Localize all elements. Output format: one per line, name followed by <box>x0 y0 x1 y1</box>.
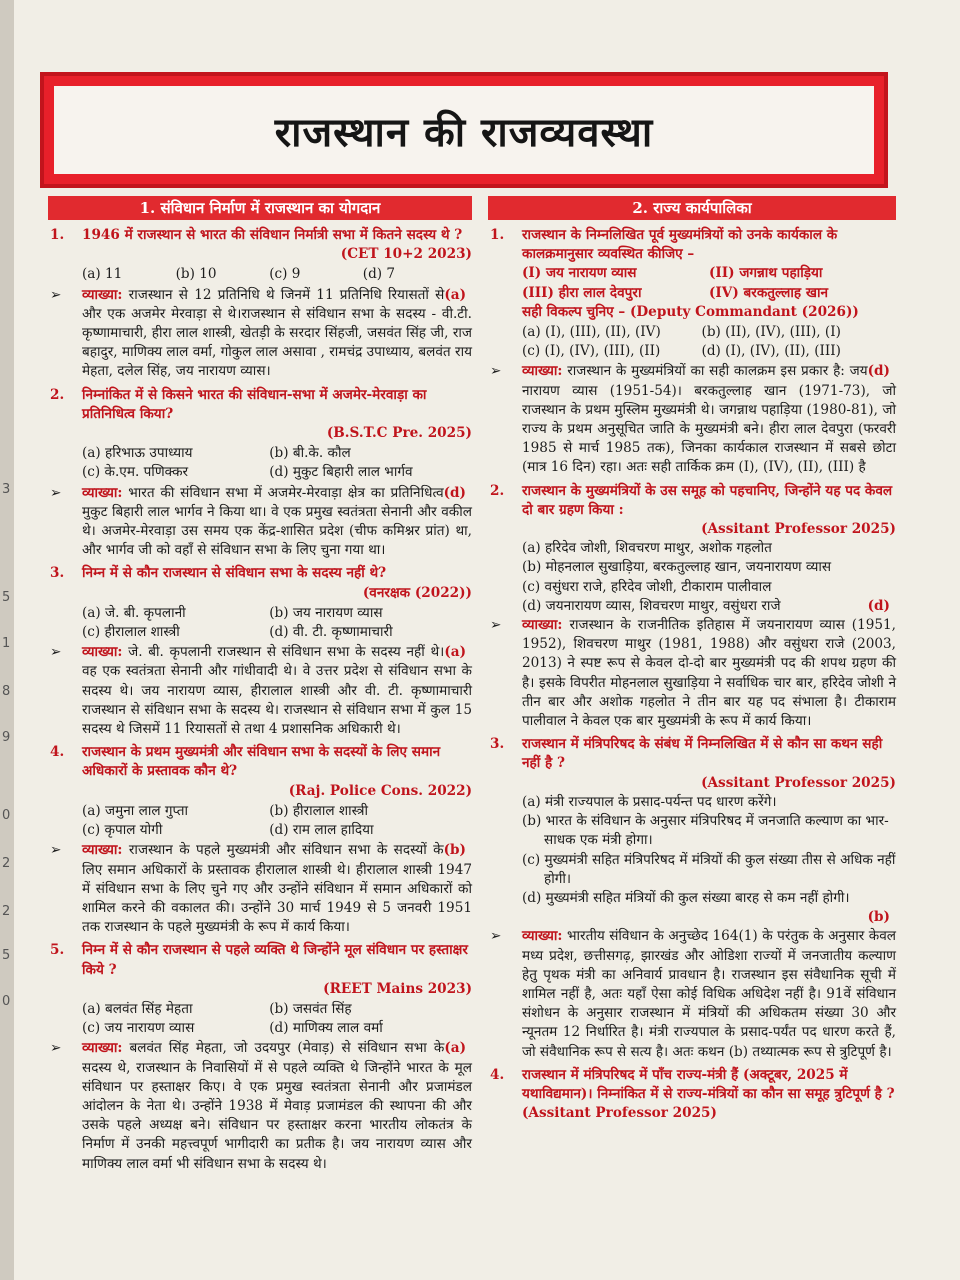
question-prompt <box>488 303 896 322</box>
option: (d) राम लाल हादिया <box>269 822 374 839</box>
option: (b) भारत के संविधान के अनुसार मंत्रिपरिषद में जनजाति कल्याण का भार-साधक एक मंत्री होगा। <box>522 813 889 849</box>
option: (d) 7 <box>362 266 396 283</box>
answer-key: (b) <box>443 842 466 859</box>
arrow-icon: ➢ <box>50 1040 62 1057</box>
option: (d) माणिक्य लाल वर्मा <box>269 1020 383 1037</box>
right-column <box>488 196 896 1123</box>
option: (a) मंत्री राज्यपाल के प्रसाद-पर्यन्त पद धारण करेंगे। <box>522 793 777 810</box>
question-body: राजस्थान के प्रथम मुख्यमंत्री और संविधान सभा के सदस्यों के लिए समान अधिकारों के प्रस्तावक कौन थे? <box>82 744 441 780</box>
answer-key: (a) <box>444 1040 466 1057</box>
question-text <box>48 226 472 264</box>
section-heading: 1. संविधान निर्माण में राजस्थान का योगदान <box>48 196 472 220</box>
explanation-text: जे. बी. कृपलानी राजस्थान से संविधान सभा के सदस्य नहीं थे। वह एक स्वतंत्रता सेनानी और गांधीवादी थे। वे उत्तर प्रदेश से संविधान सभा के सदस्य थे। जय नारायण व्यास, हीरालाल शास्त्री और वी. टी. कृष्णामाचारी राजस्थान से संविधान सभा के सदस्य थे। राजस्थान से संविधान सभा में कुल 15 सदस्य थे जिसमें 11 रियासतों से तथा 4 प्रशासनिक अधिकारी थे। <box>82 644 472 738</box>
option: (d) मुख्यमंत्री सहित मंत्रियों की कुल संख्या बारह से कम नहीं होगी। <box>522 889 850 906</box>
explanation <box>488 616 896 731</box>
question-number: 4. <box>50 744 65 761</box>
question-number: 5. <box>50 942 65 959</box>
answer-key: (a) <box>444 286 466 303</box>
question-body: राजस्थान के निम्नलिखित पूर्व मुख्यमंत्रियों को उनके कार्यकाल के कालक्रमानुसार व्यवस्थित कीजिए – <box>522 227 838 263</box>
margin-number: 0 <box>2 994 11 1009</box>
question-block <box>488 482 896 732</box>
margin-number: 2 <box>2 904 11 919</box>
match-items <box>488 264 896 302</box>
arrow-icon: ➢ <box>490 928 502 945</box>
question-text <box>48 743 472 801</box>
margin-number: 0 <box>2 808 11 823</box>
explanation-label: व्याख्या: <box>82 1040 123 1057</box>
options <box>48 604 472 642</box>
question-text <box>48 564 472 602</box>
question-block <box>48 564 472 739</box>
question-body: निम्नांकित में से किसने भारत की संविधान-सभा में अजमेर-मेरवाड़ा का प्रतिनिधित्व किया? <box>82 386 427 422</box>
answer-key: (b) <box>867 909 890 926</box>
question-body: राजस्थान में मंत्रिपरिषद के संबंध में निम्नलिखित में से कौन सा कथन सही नहीं है ? <box>522 736 883 772</box>
exam-source: (Assitant Professor 2025) <box>522 1105 717 1122</box>
question-number: 3. <box>490 736 505 753</box>
exam-source: (वनरक्षक (2022)) <box>362 584 472 601</box>
list-item: (I) जय नारायण व्यास <box>522 265 637 282</box>
explanation-label: व्याख्या: <box>82 842 123 859</box>
margin-number: 9 <box>2 730 11 745</box>
question-body: निम्न में से कौन राजस्थान से पहले व्यक्ति थे जिन्होंने मूल संविधान पर हस्ताक्षर किये ? <box>82 942 468 978</box>
left-column <box>48 196 472 1178</box>
exam-source: (Deputy Commandant (2026)) <box>629 303 859 320</box>
explanation-text: भारतीय संविधान के अनुच्छेद 164(1) के परंतुक के अनुसार केवल मध्य प्रदेश, छत्तीसगढ़, झारखंड और ओडिशा राज्यों में जनजातीय कल्याण हेतु पृथक मंत्री का अनिवार्य प्रावधान है। राजस्थान इस संवैधानिक सूची में शामिल नहीं है, अतः यहाँ ऐसा कोई विधिक अधिदेश नहीं है। 91वें संविधान संशोधन के अनुसार राजस्थान में मंत्रियों की अधिकतम संख्या 30 और न्यूनतम 12 निर्धारित है। मंत्री राज्यपाल के प्रसाद-पर्यंत पद धारण करते हैं, जो संवैधानिक रूप से सत्य है। अतः कथन (b) तथ्यात्मक रूप से त्रुटिपूर्ण है। <box>522 928 896 1060</box>
option: (b) बी.के. कौल <box>269 445 351 462</box>
option: (c) कृपाल योगी <box>82 822 163 839</box>
answer-key: (d) <box>867 363 890 380</box>
question-body: निम्न में से कौन राजस्थान से संविधान सभा के सदस्य नहीं थे? <box>82 565 387 582</box>
margin-number: 5 <box>2 948 11 963</box>
margin-number: 3 <box>2 482 11 497</box>
answer-row <box>522 908 896 927</box>
option: (a) (I), (III), (II), (IV) <box>522 324 661 341</box>
option: (b) (II), (IV), (III), (I) <box>701 324 841 341</box>
options <box>488 323 896 361</box>
explanation-text: भारत की संविधान सभा में अजमेर-मेरवाड़ा क्षेत्र का प्रतिनिधित्व मुकुट बिहारी लाल भार्गव ने किया था। वे एक प्रमुख स्वतंत्रता सेनानी और वकील थे। अजमेर-मेरवाड़ा उस समय एक केंद्र-शासित प्रदेश (चीफ कमिश्नर प्रांत) था, और भार्गव जी को वहाँ से संविधान सभा के लिए चुना गया था। <box>82 484 472 559</box>
option: (c) हीरालाल शास्त्री <box>82 624 180 641</box>
explanation <box>48 484 472 561</box>
option: (b) हीरालाल शास्त्री <box>269 802 368 819</box>
question-body: राजस्थान के मुख्यमंत्रियों के उस समूह को पहचानिए, जिन्होंने यह पद केवल दो बार ग्रहण किया : <box>522 482 893 518</box>
options <box>488 539 896 616</box>
question-block <box>48 226 472 382</box>
question-text <box>488 1066 896 1124</box>
explanation <box>48 841 472 937</box>
explanation-text: राजस्थान के पहले मुख्यमंत्री और संविधान सभा के सदस्यों के लिए समान अधिकारों के प्रस्तावक हीरालाल शास्त्री थे। हीरालाल शास्त्री 1947 में संविधान सभा के लिए चुने गए और उन्होंने संविधान में समान अधिकारों को शामिल करने की वकालत की। उन्होंने 30 मार्च 1949 से 5 जनवरी 1951 तक राजस्थान के पहले मुख्यमंत्री के रूप में कार्य किया। <box>82 842 472 936</box>
question-text <box>488 735 896 793</box>
explanation-label: व्याख्या: <box>522 928 563 945</box>
option: (c) वसुंधरा राजे, हरिदेव जोशी, टीकाराम पालीवाल <box>522 578 772 595</box>
options <box>48 265 472 284</box>
explanation-text: राजस्थान से 12 प्रतिनिधि थे जिनमें 11 प्रतिनिधि रियासतों से और एक अजमेर मेरवाड़ा से थे।राजस्थान से संविधान सभा के सदस्य - वी.टी. कृष्णामाचारी, हीरा लाल शास्त्री, खेतड़ी के सरदार सिंहजी, जसवंत सिंह जी, राज बहादुर, माणिक्य लाल वर्मा, गोकुल लाल असावा , रामचंद्र उपाध्याय, बलवंत राय मेहता, दलेल सिंह, जय नारायण व्यास। <box>82 286 472 380</box>
question-block <box>48 941 472 1173</box>
margin-number: 2 <box>2 856 11 871</box>
answer-key: (d) <box>443 484 466 501</box>
explanation-label: व्याख्या: <box>82 484 123 501</box>
margin-number: 5 <box>2 590 11 605</box>
option-last <box>522 597 896 616</box>
arrow-icon: ➢ <box>50 484 62 501</box>
chapter-title-banner <box>40 72 888 188</box>
section-heading: 2. राज्य कार्यपालिका <box>488 196 896 220</box>
options <box>48 444 472 482</box>
question-number: 2. <box>50 386 65 403</box>
explanation-text: राजस्थान के मुख्यमंत्रियों का सही कालक्रम इस प्रकार है: जय नारायण व्यास (1951-54)। बरकतुल्लाह खान (1971-73), जो राजस्थान के प्रथम मुस्लिम मुख्यमंत्री थे। जगन्नाथ पहाड़िया (1980-81), जो राज्य के प्रथम अनुसूचित जाति के मुख्यमंत्री बने। हीरा लाल देवपुरा (फरवरी 1985 से मार्च 1985 तक), जिनका कार्यकाल राजस्थान में सबसे छोटा (मात्र 16 दिन) रहा। अतः सही तार्किक क्रम (I), (IV), (II), (III) है <box>522 363 896 476</box>
question-text <box>488 482 896 540</box>
question-block <box>488 226 896 478</box>
explanation-label: व्याख्या: <box>82 644 123 661</box>
option: (d) जयनारायण व्यास, शिवचरण माथुर, वसुंधरा राजे <box>522 597 781 614</box>
option: (a) हरिभाऊ उपाध्याय <box>82 445 193 462</box>
chapter-title-inner <box>54 86 874 174</box>
explanation-label: व्याख्या: <box>522 617 563 634</box>
option: (d) मुकुट बिहारी लाल भार्गव <box>269 464 413 481</box>
option: (b) 10 <box>175 266 217 283</box>
option: (c) 9 <box>269 266 301 283</box>
margin-number: 1 <box>2 636 11 651</box>
question-block <box>48 386 472 561</box>
question-number: 4. <box>490 1066 505 1083</box>
exam-source: (Raj. Police Cons. 2022) <box>288 782 472 799</box>
explanation-label: व्याख्या: <box>82 286 123 303</box>
question-number: 2. <box>490 482 505 499</box>
arrow-icon: ➢ <box>50 644 62 661</box>
arrow-icon: ➢ <box>50 842 62 859</box>
chapter-title: राजस्थान की राजव्यवस्था <box>274 108 654 156</box>
option: (d) वी. टी. कृष्णामाचारी <box>269 624 393 641</box>
options <box>48 802 472 840</box>
arrow-icon: ➢ <box>490 617 502 634</box>
question-block <box>48 743 472 937</box>
prompt-text: सही विकल्प चुनिए – <box>522 303 626 320</box>
exam-source: (B.S.T.C Pre. 2025) <box>326 425 472 442</box>
exam-source: (CET 10+2 2023) <box>340 246 472 263</box>
option: (c) (I), (IV), (III), (II) <box>522 343 661 360</box>
explanation <box>488 362 896 477</box>
option: (d) (I), (IV), (II), (III) <box>701 343 841 360</box>
list-item: (II) जगन्नाथ पहाड़िया <box>709 265 823 282</box>
option: (c) मुख्यमंत्री सहित मंत्रिपरिषद में मंत्रियों की कुल संख्या तीस से अधिक नहीं होगी। <box>522 851 896 887</box>
option: (c) जय नारायण व्यास <box>82 1020 195 1037</box>
arrow-icon: ➢ <box>50 286 62 303</box>
explanation <box>48 1039 472 1173</box>
question-text <box>488 226 896 264</box>
option: (c) के.एम. पणिक्कर <box>82 464 189 481</box>
option: (a) हरिदेव जोशी, शिवचरण माथुर, अशोक गहलोत <box>522 540 772 557</box>
question-body: 1946 में राजस्थान से भारत की संविधान निर्मात्री सभा में कितने सदस्य थे ? <box>82 227 463 243</box>
explanation <box>488 927 896 1061</box>
option: (a) जमुना लाल गुप्ता <box>82 802 189 819</box>
list-item: (III) हीरा लाल देवपुरा <box>522 284 642 301</box>
option: (a) बलवंत सिंह मेहता <box>82 1000 193 1017</box>
explanation-label: व्याख्या: <box>522 363 563 380</box>
explanation-text: राजस्थान के राजनीतिक इतिहास में जयनारायण व्यास (1951, 1952), शिवचरण माथुर (1981, 1988) और वसुंधरा राजे (2003, 2013) ने स्पष्ट रूप से केवल दो-दो बार मुख्यमंत्री पद की शपथ ग्रहण की है। इसके विपरीत मोहनलाल सुखाड़िया ने सर्वाधिक चार बार, हरिदेव जोशी ने तीन बार और अशोक गहलोत ने तीन बार यह पद संभाला है। टीकाराम पालीवाल ने केवल एक बार मुख्यमंत्री के रूप में कार्य किया। <box>522 617 896 730</box>
option: (a) 11 <box>82 266 123 283</box>
question-body: राजस्थान में मंत्रिपरिषद में पाँच राज्य-मंत्री हैं (अक्टूबर, 2025 में यथाविद्यमान)। निम्नांकित में से राज्य-मंत्रियों का कौन सा समूह त्रुटिपूर्ण है ? <box>522 1066 895 1102</box>
question-text <box>48 941 472 999</box>
exam-source: (Assitant Professor 2025) <box>701 774 896 791</box>
margin-number: 8 <box>2 684 11 699</box>
question-number: 1. <box>490 227 505 243</box>
options <box>48 1000 472 1038</box>
option: (b) जसवंत सिंह <box>269 1000 352 1017</box>
option: (b) मोहनलाल सुखाड़िया, बरकतुल्लाह खान, जयनारायण व्यास <box>522 559 832 576</box>
question-text <box>48 386 472 444</box>
list-item: (IV) बरकतुल्लाह खान <box>709 284 829 301</box>
explanation-text: बलवंत सिंह मेहता, जो उदयपुर (मेवाड़) से संविधान सभा के सदस्य थे, राजस्थान के निवासियों में से पहले व्यक्ति थे जिन्होंने भारत के मूल संविधान पर हस्ताक्षर किए। वे एक प्रमुख स्वतंत्रता सेनानी और प्रजामंडल आंदोलन के नेता थे। उन्होंने 1938 में मेवाड़ प्रजामंडल की स्थापना की और उसके पहले अध्यक्ष बने। संविधान पर हस्ताक्षर करना भारतीय लोकतंत्र के निर्माण में उनकी महत्त्वपूर्ण भागीदारी का प्रतीक है। जय नारायण व्यास और माणिक्य लाल वर्मा भी संविधान सभा के सदस्य थे। <box>82 1040 472 1172</box>
question-block <box>488 1066 896 1124</box>
exam-source: (Assitant Professor 2025) <box>701 521 896 538</box>
question-block <box>488 735 896 1061</box>
page-gutter <box>0 0 14 1280</box>
options <box>488 793 896 927</box>
option: (a) जे. बी. कृपलानी <box>82 604 186 621</box>
option: (b) जय नारायण व्यास <box>269 604 383 621</box>
exam-source: (REET Mains 2023) <box>323 980 472 997</box>
question-number: 1. <box>50 227 65 243</box>
explanation <box>48 286 472 382</box>
arrow-icon: ➢ <box>490 363 502 380</box>
answer-key: (a) <box>444 644 466 661</box>
question-number: 3. <box>50 565 65 582</box>
explanation <box>48 643 472 739</box>
